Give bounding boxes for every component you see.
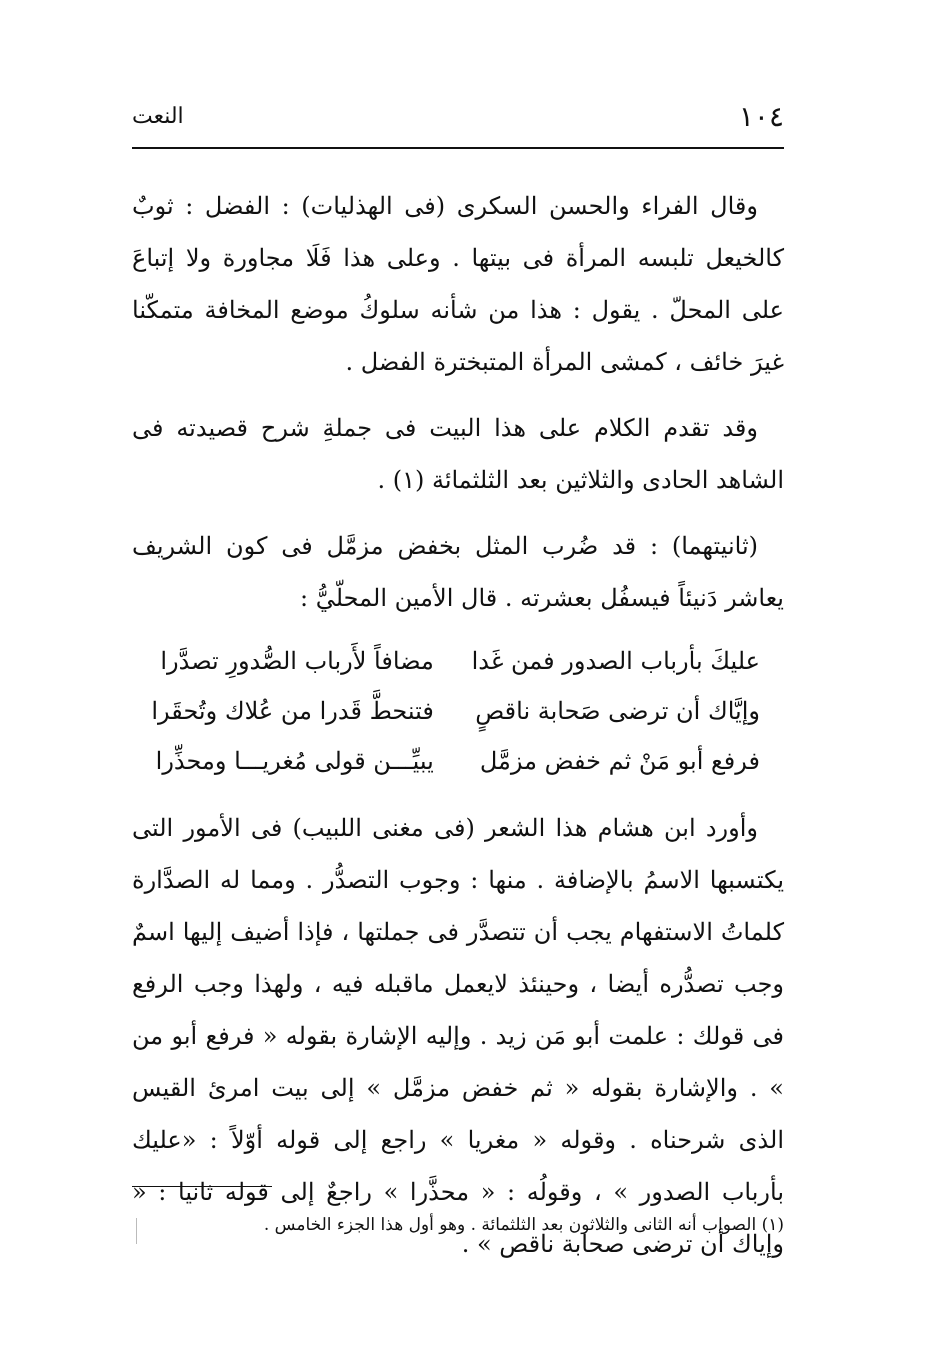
verse-line xyxy=(156,736,760,786)
verse-first-hemistich: وإيَّاك أن ترضى صَحابة ناقصٍ xyxy=(475,697,760,725)
verse-line xyxy=(156,636,760,686)
verse-second-hemistich: يبيِّـــن قولى مُغريـــا ومحذِّرا xyxy=(155,747,434,775)
body-text xyxy=(132,180,784,1270)
margin-mark xyxy=(136,1218,137,1244)
page-header xyxy=(132,100,784,140)
poem xyxy=(151,636,760,786)
paragraph: وأورد ابن هشام هذا الشعر (فى مغنى اللبيب) فى الأمور التى يكتسبها الاسمُ بالإضافة . منها : وجوب التصدُّر . ومما له الصدَّارة كلماتُ الاستفهام يجب أن تتصدَّر فى جملتها ، فإذا أضيف إليها اسمٌ وجب تصدُّره أيضا ، وحينئذ لايعمل ماقبله فيه ، ولهذا وجب الرفع فى قولك : علمت أبو مَن زيد . وإليه الإشارة بقوله « فرفع أبو من » . والإشارة بقوله « ثم خفض مزمَّل » إلى بيت امرئ القيس الذى شرحناه . وقوله « مغريا » راجع إلى قوله أوّلاً : «عليك بأرباب الصدور » ، وقولُه : « محذَّرا » راجعٌ إلى قوله ثانيا : « وإياك أن ترضى صحابة ناقص » . xyxy=(132,814,784,1258)
paragraph: (ثانيتهما) : قد ضُرب المثل بخفض مزمَّل فى كون الشريف يعاشر دَنيئاً فيسفُل بعشرته . قال الأمين المحلّيُّ : xyxy=(132,532,784,612)
page-number: ١٠٤ xyxy=(738,100,784,133)
verse-first-hemistich: فرفع أبو مَنْ ثم خفض مزمَّل xyxy=(479,747,760,775)
paragraph: وقد تقدم الكلام على هذا البيت فى جملةِ شرح قصيدته فى الشاهد الحادى والثلاثين بعد الثلثمائة (١) . xyxy=(132,414,784,494)
footnote: (١) الصواب أنه الثانى والثلاثون بعد الثلثمائة . وهو أول هذا الجزء الخامس . xyxy=(263,1215,784,1235)
verse-line xyxy=(151,686,760,736)
header-rule xyxy=(132,147,784,149)
footnote-rule xyxy=(132,1186,272,1187)
verse-second-hemistich: مضافاً لأَرباب الصُّدورِ تصدَّرا xyxy=(160,647,434,675)
paragraph: وقال الفراء والحسن السكرى (فى الهذليات) : الفضل : ثوبٌ كالخيعل تلبسه المرأة فى بيتها . وعلى هذا فَلَا مجاورة ولا إتباعَ على المحلّ . يقول : هذا من شأنه سلوكُ موضع المخافة متمكّنا غيرَ خائف ، كمشى المرأة المتبخترة الفضل . xyxy=(132,192,784,376)
running-title: النعت xyxy=(132,104,184,129)
verse-first-hemistich: عليكَ بأرباب الصدور فمن غَدا xyxy=(471,647,760,675)
verse-second-hemistich: فتنحطَّ قَدرا من عُلاك وتُحقَرا xyxy=(151,697,434,725)
